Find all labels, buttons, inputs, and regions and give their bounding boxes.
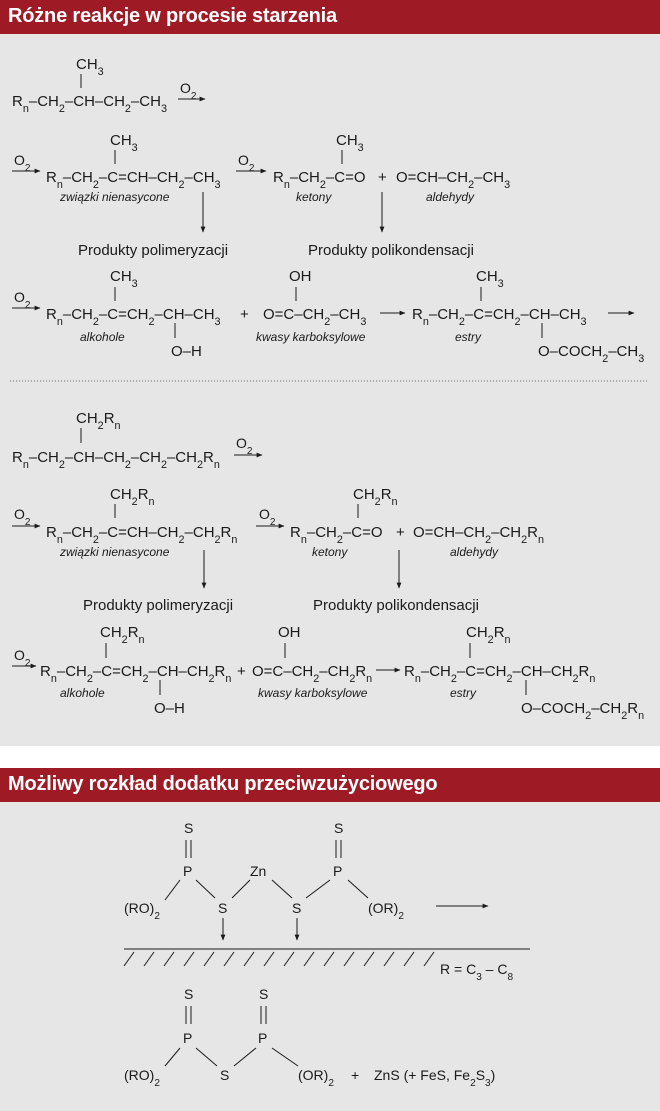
a-ketone-formula: $R_n-CH_2-C=O$ bbox=[273, 169, 366, 191]
a-r1-label: związki nienasycone bbox=[60, 190, 170, 204]
metal-surface bbox=[124, 949, 530, 983]
s2-mid: S bbox=[220, 1067, 230, 1083]
s2-top-left: S bbox=[184, 986, 194, 1002]
or2-right: $(OR)_2$ bbox=[368, 900, 404, 922]
bond2-s-p bbox=[234, 1048, 256, 1066]
s-top-left: S bbox=[184, 820, 194, 836]
b-r1-substituent: $CH_2R_n$ bbox=[110, 486, 155, 508]
bond-zn-s-right bbox=[272, 880, 292, 898]
b-aldehyde-label: aldehydy bbox=[450, 545, 499, 559]
s2-top-right: S bbox=[259, 986, 269, 1002]
bond-p-or-right bbox=[348, 880, 368, 898]
b-plus-2: + bbox=[237, 663, 246, 680]
surface-hatching bbox=[124, 952, 434, 966]
ro2-left-2: $(RO)_2$ bbox=[124, 1067, 160, 1089]
a-poly1: Produkty polimeryzacji bbox=[78, 242, 229, 259]
a-plus-1: + bbox=[378, 169, 387, 186]
b-alcohol-label: alkohole bbox=[60, 686, 105, 700]
b-plus-1: + bbox=[396, 524, 405, 541]
a-alcohol-formula: $R_n-CH_2-C=CH_2-CH-CH_3$ bbox=[46, 306, 221, 328]
products-text: ZnS (+ FeS, $Fe_2S_3$) bbox=[374, 1067, 496, 1089]
a-r0-formula: $R_n-CH_2-CH-CH_2-CH_3$ bbox=[12, 93, 167, 115]
p-right: P bbox=[333, 863, 343, 879]
a-ester-bottom: $O-COCH_2-CH_3$ bbox=[538, 343, 645, 365]
a-acid-formula: $O=C-CH_2-CH_3$ bbox=[263, 306, 367, 328]
a-alcohol-substituent: $CH_3$ bbox=[110, 268, 138, 290]
b-o2-label-4: $O_2$ bbox=[14, 647, 31, 669]
b-ketone-formula: $R_n-CH_2-C=O$ bbox=[290, 524, 383, 546]
b-ketone-label: ketony bbox=[312, 545, 348, 559]
b-r1-label: związki nienasycone bbox=[60, 545, 170, 559]
a-acid-label: kwasy karboksylowe bbox=[256, 330, 366, 344]
a-alcohol-oh: O–H bbox=[171, 343, 202, 360]
or2-right-2: $(OR)_2$ bbox=[298, 1067, 334, 1089]
bond-p-ro-left bbox=[165, 880, 180, 900]
s-top-right: S bbox=[334, 820, 344, 836]
a-ester-label: estry bbox=[455, 330, 482, 344]
a-o2-label-1: $O_2$ bbox=[180, 80, 197, 102]
bond2-p-or bbox=[272, 1048, 298, 1066]
b-r0-substituent: $CH_2R_n$ bbox=[76, 410, 121, 432]
bond-s-zn-left bbox=[232, 880, 250, 898]
a-r1-substituent: $CH_3$ bbox=[110, 132, 138, 154]
a-o2-label-4: $O_2$ bbox=[14, 289, 31, 311]
a-o2-label-3: $O_2$ bbox=[238, 152, 255, 174]
a-acid-top: OH bbox=[289, 268, 312, 285]
a-aldehyde-label: aldehydy bbox=[426, 190, 475, 204]
b-ester-bottom: $O-COCH_2-CH_2R_n$ bbox=[521, 700, 645, 722]
decomposition-product bbox=[124, 986, 495, 1089]
b-r0-formula: $R_n-CH_2-CH-CH_2-CH_2-CH_2R_n$ bbox=[12, 449, 220, 471]
b-ester-substituent: $CH_2R_n$ bbox=[466, 624, 511, 646]
b-o2-label-1: $O_2$ bbox=[236, 435, 253, 457]
group-a-reactions bbox=[12, 56, 644, 365]
ro2-left: $(RO)_2$ bbox=[124, 900, 160, 922]
a-o2-label-2: $O_2$ bbox=[14, 152, 31, 174]
p2-left: P bbox=[183, 1030, 193, 1046]
b-alcohol-formula: $R_n-CH_2-C=CH_2-CH-CH_2R_n$ bbox=[40, 663, 232, 685]
b-poly1: Produkty polimeryzacji bbox=[83, 597, 234, 614]
b-r1-formula: $R_n-CH_2-C=CH-CH_2-CH_2R_n$ bbox=[46, 524, 238, 546]
b-ketone-substituent: $CH_2R_n$ bbox=[353, 486, 398, 508]
group-b-reactions bbox=[12, 410, 644, 722]
b-o2-label-3: $O_2$ bbox=[259, 506, 276, 528]
a-plus-2: + bbox=[240, 306, 249, 323]
a-ester-formula: $R_n-CH_2-C=CH_2-CH-CH_3$ bbox=[412, 306, 587, 328]
a-alcohol-label: alkohole bbox=[80, 330, 125, 344]
p-left: P bbox=[183, 863, 193, 879]
a-poly2: Produkty polikondensacji bbox=[308, 242, 474, 259]
a-r1-formula: $R_n-CH_2-C=CH-CH_2-CH_3$ bbox=[46, 169, 221, 191]
section2-title: Możliwy rozkład dodatku przeciwzużyciowego bbox=[8, 773, 438, 795]
bond-s-p-right bbox=[306, 880, 330, 898]
a-ketone-label: ketony bbox=[296, 190, 332, 204]
a-aldehyde-formula: $O=CH-CH_2-CH_3$ bbox=[396, 169, 511, 191]
b-acid-formula: $O=C-CH_2-CH_2R_n$ bbox=[252, 663, 373, 685]
b-acid-top: OH bbox=[278, 624, 301, 641]
r-definition: $R = C_3 - C_8$ bbox=[440, 961, 514, 983]
section1-title: Różne reakcje w procesie starzenia bbox=[8, 5, 337, 27]
b-ester-label: estry bbox=[450, 686, 477, 700]
b-o2-label-2: $O_2$ bbox=[14, 506, 31, 528]
product-plus: + bbox=[351, 1067, 360, 1083]
p2-right: P bbox=[258, 1030, 268, 1046]
b-alcohol-substituent: $CH_2R_n$ bbox=[100, 624, 145, 646]
bond2-p-ro bbox=[165, 1048, 180, 1066]
s-mid-right: S bbox=[292, 900, 302, 916]
b-alcohol-oh: O–H bbox=[154, 700, 185, 717]
bond-p-s-left bbox=[196, 880, 215, 898]
bond2-p-s bbox=[196, 1048, 217, 1066]
b-acid-label: kwasy karboksylowe bbox=[258, 686, 368, 700]
s-mid-left: S bbox=[218, 900, 228, 916]
a-r0-substituent: $CH_3$ bbox=[76, 56, 104, 78]
b-ester-formula: $R_n-CH_2-C=CH_2-CH-CH_2R_n$ bbox=[404, 663, 596, 685]
b-aldehyde-formula: $O=CH-CH_2-CH_2R_n$ bbox=[413, 524, 545, 546]
additive-structure bbox=[124, 820, 488, 940]
zn: Zn bbox=[250, 863, 267, 879]
a-ester-substituent: $CH_3$ bbox=[476, 268, 504, 290]
a-ketone-substituent: $CH_3$ bbox=[336, 132, 364, 154]
b-poly2: Produkty polikondensacji bbox=[313, 597, 479, 614]
